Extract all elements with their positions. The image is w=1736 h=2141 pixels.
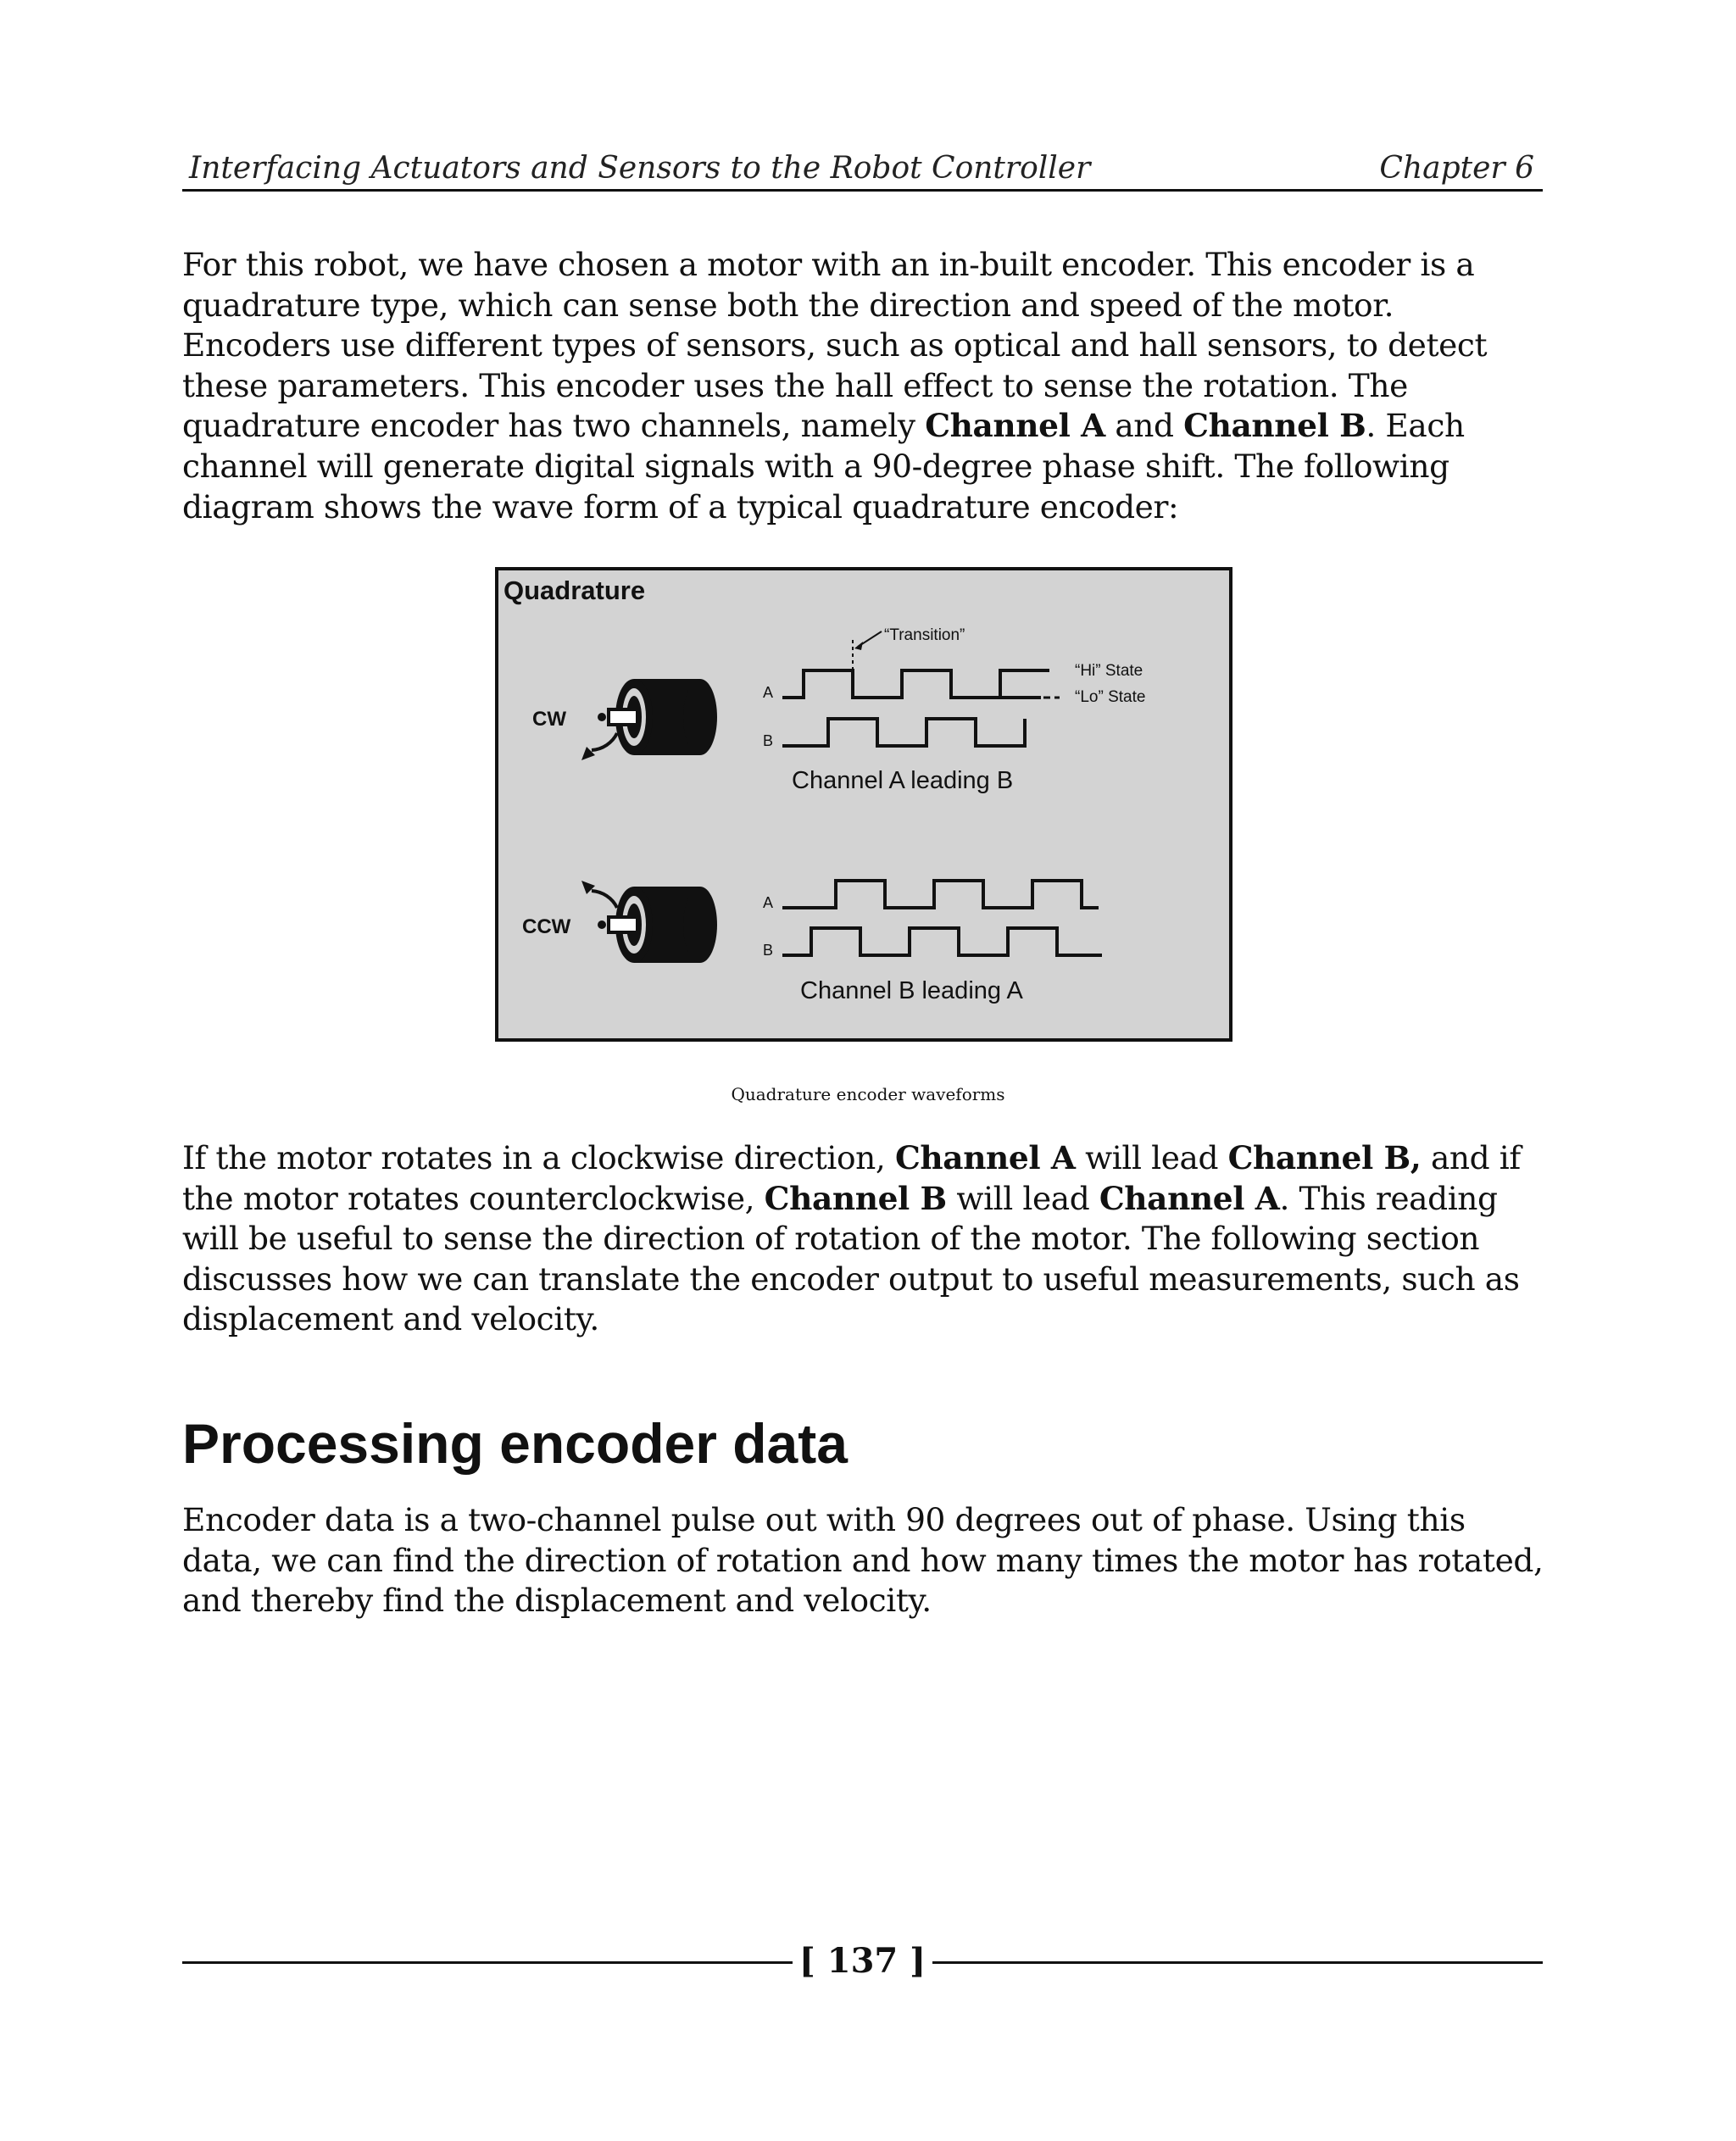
bold-term: Channel B, [1227,1139,1422,1176]
direction-paragraph [182,1138,1547,1340]
header-chapter-title: Interfacing Actuators and Sensors to the Robot Controller [189,151,1091,186]
transition-arrowhead [854,642,863,650]
ccw-channel-a-label: A [763,894,774,911]
running-header [182,142,1543,192]
page-number: [ 137 ] [798,1941,926,1981]
intro-paragraph [182,245,1547,527]
ccw-waveform-b [782,928,1102,955]
text-run: will lead [946,1179,1099,1217]
lo-state-label: “Lo” State [1075,688,1146,706]
quadrature-figure [495,567,1232,1042]
cw-label: CW [532,708,566,731]
cw-waveform-b [782,719,1025,746]
quadrature-diagram [498,570,1229,1038]
text-run: . This reading will be useful to sense the direction of rotation of the motor. The following section discusses how we can translate the encoder output to useful measurements, such as displacement and velocity. [182,1179,1520,1338]
cw-motor-icon [581,679,717,760]
ccw-channel-b-label: B [763,942,774,959]
transition-label: “Transition” [884,626,965,644]
bold-term: Channel B [764,1179,947,1217]
header-rule [182,189,1543,192]
text-run: For this robot, we have chosen a motor with an in-built encoder. This encoder is a quadrature type, which can sense both the direction and speed of the motor. Encoders use different types of sensors, such as optical and hall sensors, to detect these parameters. This encoder uses the hall effect to sense the rotation. The quadrature encoder has two channels, namely [182,246,1488,445]
ccw-label: CCW [522,915,571,938]
bold-term: Channel A [1099,1179,1280,1217]
text-run: and [1104,407,1184,445]
ccw-waveform-a [782,881,1099,908]
cw-channel-b-label: B [763,732,774,749]
page-footer [182,1941,1543,1983]
section-heading: Processing encoder data [182,1412,848,1475]
cw-waveform-a [782,670,1049,698]
cw-channel-a-label: A [763,684,774,701]
footer-rule-right [932,1961,1543,1964]
bold-term: Channel A [894,1139,1076,1176]
figure-title: Quadrature [504,576,646,605]
cw-caption: Channel A leading B [792,767,1014,794]
header-chapter-number: Chapter 6 [1379,151,1534,186]
processing-paragraph: Encoder data is a two-channel pulse out with 90 degrees out of phase. Using this data, we can find the direction of rotation and how many times the motor has rotated, and thereby find the displacement and velocity. [182,1501,1544,1620]
ccw-caption: Channel B leading A [800,977,1023,1004]
bold-term: Channel A [925,407,1105,445]
bold-term: Channel B [1183,407,1366,445]
figure-caption: Quadrature encoder waveforms [731,1084,1005,1104]
ccw-motor-icon [581,881,717,963]
text-run: If the motor rotates in a clockwise direction, [182,1139,895,1176]
text-run: . Each channel will generate digital signals with a 90-degree phase shift. The following diagram shows the wave form of a typical quadrature encoder: [182,407,1465,526]
text-run: and if the motor rotates counterclockwise, [182,1139,1521,1217]
text-run: will lead [1075,1139,1228,1176]
hi-state-label: “Hi” State [1075,662,1143,680]
